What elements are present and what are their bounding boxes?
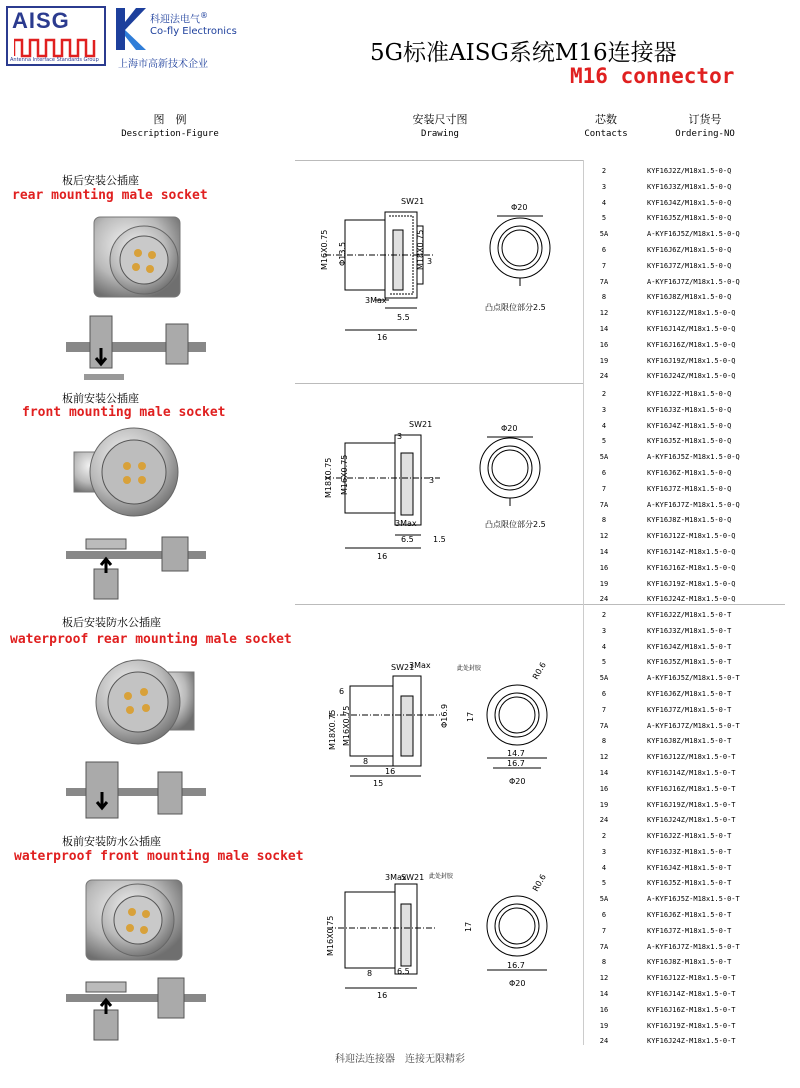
ordering-code-cell: KYF16J3Z-M18x1.5-0-T (647, 847, 732, 856)
table-row (585, 274, 785, 290)
ordering-code-cell: KYF16J4Z-M18x1.5-0-Q (647, 421, 732, 430)
ordering-code-cell: KYF16J3Z-M18x1.5-0-Q (647, 405, 732, 414)
ordering-code-cell: KYF16J12Z/M18x1.5-0-Q (647, 309, 736, 318)
table-row (585, 418, 785, 434)
page-subtitle: M16 connector (570, 64, 735, 88)
drawing-2-d7: 1.5 (433, 535, 446, 544)
drawing-3-d3: M16X0.75 (342, 705, 351, 746)
contacts-cell: 19 (599, 800, 609, 809)
ordering-code-cell: KYF16J19Z/M18x1.5-0-Q (647, 356, 736, 365)
table-row (585, 812, 785, 828)
contacts-cell: 3 (601, 405, 607, 414)
ordering-code-cell: KYF16J6Z/M18x1.5-0-Q (647, 246, 732, 254)
contacts-cell: 6 (601, 246, 607, 254)
table-row (585, 718, 785, 734)
table-row (585, 497, 785, 513)
contacts-cell: 5A (599, 230, 609, 239)
contacts-cell: 5 (601, 658, 607, 667)
drawing-4-d9: R0.6 (530, 872, 548, 893)
contacts-cell: 19 (599, 579, 609, 588)
contacts-cell: 14 (599, 990, 609, 998)
section-1-label-cn: 板后安装公插座 (62, 174, 139, 187)
drawing-rear-socket (305, 190, 580, 350)
ordering-code-cell: KYF16J16Z-M18x1.5-0-Q (647, 563, 736, 572)
ordering-code-cell: KYF16J19Z/M18x1.5-0-T (647, 800, 736, 809)
drawing-4-d5: 8 (367, 969, 373, 978)
footer-slogan: 科迎法连接器 连接无限精彩 (335, 1054, 465, 1065)
contacts-cell: 24 (599, 595, 609, 604)
col-header-figure (110, 112, 230, 142)
col-header-drawing (380, 112, 500, 142)
table-row (585, 337, 785, 353)
drawing-2-d8: 16 (377, 552, 388, 561)
drawing-3-d9: 15 (373, 779, 384, 788)
drawing-3-d11: 16.7 (507, 759, 525, 768)
ordering-code-cell: KYF16J7Z/M18x1.5-0-Q (647, 261, 732, 270)
company-name-en: Co-fly Electronics (150, 26, 237, 38)
product-photo-waterproof-front-socket (82, 866, 192, 966)
drawing-3-d7: 8 (363, 757, 369, 766)
ordering-code-cell: KYF16J4Z-M18x1.5-0-T (647, 863, 732, 872)
table-row (585, 591, 785, 607)
table-row (585, 402, 785, 418)
drawing-1-note: 凸点限位部分2.5 (485, 303, 546, 312)
contacts-cell: 19 (599, 356, 609, 365)
col-figure-en: Description-Figure (121, 129, 219, 139)
drawing-3-d10: 14.7 (507, 749, 525, 758)
drawing-3-d8: 16 (385, 767, 396, 776)
company-name-cn: 科迎法电气 (150, 14, 200, 26)
drawing-3-note: 此处封胶 (457, 665, 482, 672)
product-photo-front-socket (72, 422, 182, 522)
ordering-code-cell: KYF16J8Z/M18x1.5-0-T (647, 737, 732, 746)
contacts-cell: 7 (601, 484, 607, 493)
ordering-code-cell: KYF16J14Z-M18x1.5-0-T (647, 990, 736, 998)
table-row (585, 226, 785, 242)
ordering-code-cell: KYF16J24Z/M18x1.5-0-Q (647, 372, 736, 381)
table-row (585, 939, 785, 955)
drawing-waterproof-front-socket (305, 870, 580, 1000)
table-row (585, 386, 785, 402)
contacts-cell: 3 (601, 182, 607, 191)
ordering-code-cell: A-KYF16J5Z/M18x1.5-0-T (647, 674, 740, 683)
ordering-code-cell: KYF16J6Z-M18x1.5-0-Q (647, 469, 732, 477)
table-row (585, 607, 785, 623)
contacts-cell: 8 (601, 958, 607, 967)
drawing-3-d4: Φ16.9 (440, 703, 449, 728)
ordering-code-cell: KYF16J3Z/M18x1.5-0-T (647, 626, 732, 635)
contacts-cell: 8 (601, 516, 607, 525)
company-k-icon (114, 4, 150, 54)
contacts-cell: 2 (601, 611, 607, 619)
ordering-code-cell: A-KYF16J7Z/M18x1.5-0-Q (647, 277, 740, 286)
aisg-logo-subtitle: Antenna Interface Standards Group (10, 57, 99, 63)
contacts-cell: 5 (601, 879, 607, 888)
drawing-2-sw: SW21 (409, 420, 433, 429)
contacts-cell: 5A (599, 674, 609, 683)
col-ordering-en: Ordering-NO (675, 129, 735, 139)
contacts-cell: 19 (599, 1021, 609, 1030)
section-3-label-cn: 板后安装防水公插座 (62, 616, 161, 629)
table-row (585, 749, 785, 765)
table-row (585, 353, 785, 369)
contacts-cell: 5 (601, 437, 607, 446)
ordering-code-cell: KYF16J2Z-M18x1.5-0-Q (647, 390, 732, 398)
ordering-code-cell: KYF16J16Z-M18x1.5-0-T (647, 1005, 736, 1014)
table-row (585, 544, 785, 560)
section-1-label-en: rear mounting male socket (12, 188, 208, 203)
contacts-cell: 24 (599, 816, 609, 825)
table-row (585, 433, 785, 449)
table-row (585, 258, 785, 274)
ordering-code-cell: KYF16J3Z/M18x1.5-0-Q (647, 182, 732, 191)
table-row (585, 733, 785, 749)
table-row (585, 623, 785, 639)
contacts-cell: 3 (601, 626, 607, 635)
ordering-code-cell: KYF16J7Z/M18x1.5-0-T (647, 705, 732, 714)
drawing-1-d2: Φ13.5 (338, 241, 347, 266)
drawing-4-d1: 3Max (385, 873, 407, 882)
table-row (585, 828, 785, 844)
contacts-cell: 5A (599, 453, 609, 462)
ordering-code-cell: KYF16J2Z/M18x1.5-0-T (647, 611, 732, 619)
table-row (585, 289, 785, 305)
contacts-cell: 2 (601, 390, 607, 398)
ordering-code-cell: KYF16J8Z-M18x1.5-0-T (647, 958, 732, 967)
table-row (585, 670, 785, 686)
aisg-logo-text: AISG (12, 8, 70, 33)
table-row (585, 797, 785, 813)
table-row (585, 1018, 785, 1034)
table-row (585, 528, 785, 544)
ordering-code-cell: KYF16J24Z-M18x1.5-0-T (647, 1037, 736, 1046)
ordering-code-cell: A-KYF16J7Z-M18x1.5-0-Q (647, 500, 740, 509)
table-row (585, 923, 785, 939)
company-name-block (150, 10, 237, 38)
ordering-code-cell: KYF16J5Z-M18x1.5-0-Q (647, 437, 732, 446)
contacts-cell: 4 (601, 198, 607, 207)
ordering-code-cell: KYF16J14Z/M18x1.5-0-T (647, 769, 736, 777)
table-row (585, 560, 785, 576)
contacts-cell: 4 (601, 642, 607, 651)
ordering-code-cell: KYF16J14Z-M18x1.5-0-Q (647, 548, 736, 556)
table-row (585, 321, 785, 337)
contacts-cell: 2 (601, 832, 607, 840)
table-row (585, 465, 785, 481)
drawing-1-d5: 3Max (365, 296, 387, 305)
contacts-cell: 7 (601, 261, 607, 270)
contacts-cell: 8 (601, 293, 607, 302)
divider (295, 383, 583, 384)
table-row (585, 844, 785, 860)
col-drawing-en: Drawing (421, 129, 459, 139)
drawing-2-d5: 3Max (395, 519, 417, 528)
contacts-cell: 7A (599, 277, 609, 286)
drawing-waterproof-rear-socket (305, 660, 580, 790)
drawing-4-d7: 16.7 (507, 961, 525, 970)
ordering-code-cell: KYF16J12Z-M18x1.5-0-T (647, 974, 736, 983)
drawing-2-d1: M18X0.75 (324, 457, 333, 498)
contacts-cell: 24 (599, 372, 609, 381)
ordering-code-cell: A-KYF16J7Z/M18x1.5-0-T (647, 721, 740, 730)
drawing-1-d1: M16X0.75 (320, 229, 329, 270)
contacts-cell: 7A (599, 942, 609, 951)
contacts-cell: 4 (601, 421, 607, 430)
ordering-code-cell: A-KYF16J5Z/M18x1.5-0-Q (647, 230, 740, 239)
col-contacts-cn: 芯数 (595, 113, 617, 126)
product-photo-rear-socket (88, 205, 198, 305)
ordering-code-cell: KYF16J16Z/M18x1.5-0-T (647, 784, 736, 793)
ordering-code-cell: KYF16J6Z/M18x1.5-0-T (647, 690, 732, 698)
drawing-3-d5: 17 (466, 711, 475, 722)
contacts-cell: 4 (601, 863, 607, 872)
section-2-label-cn: 板前安装公插座 (62, 392, 139, 405)
contacts-cell: 5A (599, 895, 609, 904)
table-row (585, 686, 785, 702)
ordering-code-cell: KYF16J12Z-M18x1.5-0-Q (647, 532, 736, 541)
drawing-4-sw: SW21 (401, 873, 425, 882)
product-photo-waterproof-rear-socket (90, 650, 200, 750)
drawing-2-d4: 3 (429, 476, 435, 485)
table-row (585, 210, 785, 226)
drawing-front-socket (305, 413, 580, 573)
ordering-code-cell: KYF16J24Z-M18x1.5-0-Q (647, 595, 736, 604)
ordering-code-cell: KYF16J2Z-M18x1.5-0-T (647, 832, 732, 840)
aisg-wave-icon (14, 36, 100, 58)
contacts-cell: 3 (601, 847, 607, 856)
ordering-code-cell: KYF16J5Z/M18x1.5-0-Q (647, 214, 732, 223)
table-row (585, 1002, 785, 1018)
table-row (585, 639, 785, 655)
contacts-cell: 5 (601, 214, 607, 223)
drawing-4-d4: 6.5 (397, 967, 410, 976)
table-row (585, 702, 785, 718)
contacts-cell: 16 (599, 784, 609, 793)
drawing-1-d8: Φ20 (511, 203, 528, 212)
table-row (585, 875, 785, 891)
table-row (585, 179, 785, 195)
drawing-1-d3: M18X0.75 (416, 229, 425, 270)
col-header-contacts (578, 112, 634, 142)
drawing-1-sw: SW21 (401, 197, 425, 206)
table-row (585, 860, 785, 876)
ordering-code-cell: KYF16J7Z-M18x1.5-0-Q (647, 484, 732, 493)
ordering-code-cell: KYF16J8Z/M18x1.5-0-Q (647, 293, 732, 302)
contacts-cell: 24 (599, 1037, 609, 1046)
contacts-cell: 7 (601, 926, 607, 935)
company-logo (114, 4, 150, 54)
ordering-code-cell: KYF16J4Z/M18x1.5-0-Q (647, 198, 732, 207)
ordering-code-cell: A-KYF16J5Z-M18x1.5-0-Q (647, 453, 740, 462)
table-row (585, 576, 785, 592)
table-row (585, 954, 785, 970)
ordering-code-cell: A-KYF16J7Z-M18x1.5-0-T (647, 942, 740, 951)
install-diagram-waterproof-rear-socket (66, 758, 206, 833)
contacts-cell: 14 (599, 769, 609, 777)
drawing-4-d8: Φ20 (509, 979, 526, 988)
drawing-3-d1: 3Max (409, 661, 431, 670)
section-3-label-en: waterproof rear mounting male socket (10, 632, 292, 647)
contacts-cell: 12 (599, 974, 609, 983)
col-drawing-cn: 安装尺寸图 (412, 113, 468, 126)
contacts-cell: 16 (599, 563, 609, 572)
ordering-code-cell: KYF16J14Z/M18x1.5-0-Q (647, 325, 736, 333)
drawing-1-d7: 16 (377, 333, 388, 342)
table-row (585, 1033, 785, 1049)
drawing-2-d3: 3 (397, 432, 403, 441)
column-divider (583, 160, 584, 1045)
contacts-cell: 12 (599, 532, 609, 541)
ordering-code-cell: KYF16J4Z/M18x1.5-0-T (647, 642, 732, 651)
ordering-code-cell: KYF16J5Z-M18x1.5-0-T (647, 879, 732, 888)
contacts-cell: 7A (599, 500, 609, 509)
drawing-1-d4: 3 (427, 257, 433, 266)
drawing-1-d6: 5.5 (397, 313, 410, 322)
install-diagram-rear-socket (66, 308, 206, 386)
ordering-code-cell: KYF16J6Z-M18x1.5-0-T (647, 911, 732, 919)
ordering-code-cell: KYF16J12Z/M18x1.5-0-T (647, 753, 736, 762)
table-row (585, 512, 785, 528)
section-4-label-en: waterproof front mounting male socket (14, 849, 304, 864)
ordering-code-cell: KYF16J19Z-M18x1.5-0-Q (647, 579, 736, 588)
ordering-code-cell: KYF16J24Z/M18x1.5-0-T (647, 816, 736, 825)
page-title: 5G标准AISG系统M16连接器 (370, 40, 677, 66)
table-row (585, 305, 785, 321)
col-header-ordering (650, 112, 760, 142)
install-diagram-waterproof-front-socket (66, 976, 206, 1046)
divider (295, 160, 583, 161)
drawing-4-d6: 16 (377, 991, 388, 1000)
drawing-4-note: 此处封胶 (429, 873, 454, 880)
col-contacts-en: Contacts (584, 129, 628, 139)
table-row (585, 242, 785, 258)
ordering-code-cell: KYF16J8Z-M18x1.5-0-Q (647, 516, 732, 525)
ordering-code-cell: KYF16J7Z-M18x1.5-0-T (647, 926, 732, 935)
section-4-label-cn: 板前安装防水公插座 (62, 835, 161, 848)
table-row (585, 781, 785, 797)
table-row (585, 907, 785, 923)
contacts-cell: 14 (599, 325, 609, 333)
table-row (585, 481, 785, 497)
drawing-4-d2: M16X0.75 (326, 915, 335, 956)
contacts-cell: 12 (599, 309, 609, 318)
drawing-3-d12: Φ20 (509, 777, 526, 786)
section-2-label-en: front mounting male socket (22, 405, 226, 420)
drawing-3-d2: M18X0.75 (328, 709, 337, 750)
table-row (585, 891, 785, 907)
drawing-2-note: 凸点限位部分2.5 (485, 520, 546, 529)
company-logo-letter: K (114, 4, 115, 5)
table-row (585, 368, 785, 384)
contacts-cell: 2 (601, 167, 607, 175)
contacts-cell: 7A (599, 721, 609, 730)
contacts-cell: 6 (601, 911, 607, 919)
drawing-4-d3: 17 (464, 921, 473, 932)
table-row (585, 195, 785, 211)
contacts-cell: 12 (599, 753, 609, 762)
table-row (585, 163, 785, 179)
contacts-cell: 8 (601, 737, 607, 746)
aisg-logo (6, 6, 106, 66)
ordering-code-cell: KYF16J2Z/M18x1.5-0-Q (647, 167, 732, 175)
contacts-cell: 7 (601, 705, 607, 714)
install-diagram-front-socket (66, 533, 206, 608)
ordering-code-cell: A-KYF16J5Z-M18x1.5-0-T (647, 895, 740, 904)
ordering-code-cell: KYF16J16Z/M18x1.5-0-Q (647, 340, 736, 349)
drawing-3-d6: 6 (339, 687, 345, 696)
contacts-cell: 6 (601, 690, 607, 698)
contacts-cell: 16 (599, 1005, 609, 1014)
table-row (585, 765, 785, 781)
drawing-2-d6: 6.5 (401, 535, 414, 544)
ordering-code-cell: KYF16J5Z/M18x1.5-0-T (647, 658, 732, 667)
col-ordering-cn: 订货号 (688, 113, 722, 126)
table-row (585, 970, 785, 986)
company-tagline: 上海市高新技术企业 (118, 59, 208, 70)
registered-mark: ® (200, 11, 208, 20)
col-figure-cn: 图 例 (153, 113, 187, 126)
table-row (585, 986, 785, 1002)
table-row (585, 654, 785, 670)
drawing-2-d9: Φ20 (501, 424, 518, 433)
contacts-cell: 16 (599, 340, 609, 349)
drawing-3-sw: SW21 (391, 663, 415, 672)
contacts-cell: 14 (599, 548, 609, 556)
drawing-3-d13: R0.6 (530, 660, 548, 681)
drawing-2-d2: M16X0.75 (340, 454, 349, 495)
contacts-cell: 6 (601, 469, 607, 477)
ordering-code-cell: KYF16J19Z-M18x1.5-0-T (647, 1021, 736, 1030)
table-row (585, 449, 785, 465)
